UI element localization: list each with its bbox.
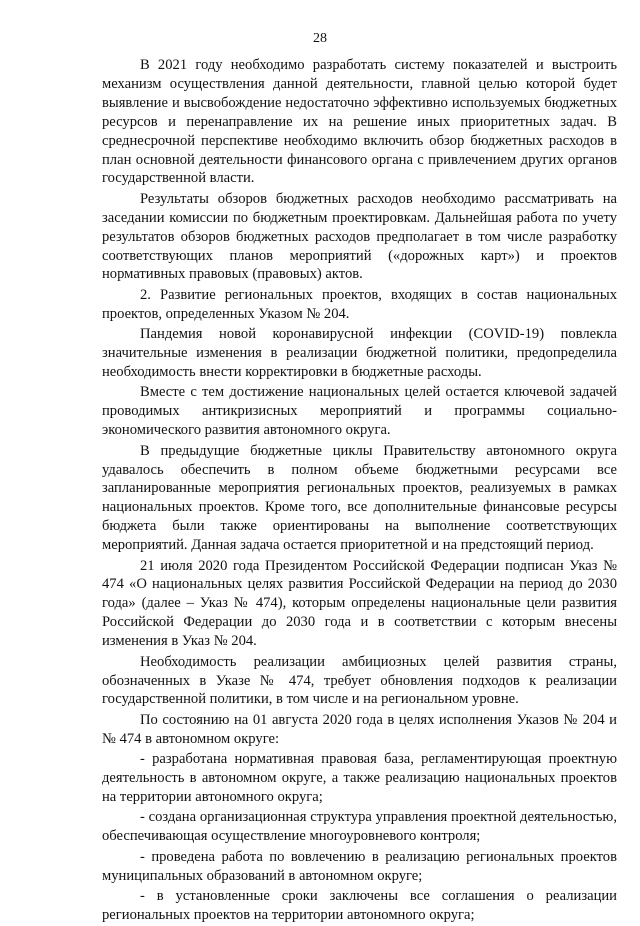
paragraph: 21 июля 2020 года Президентом Российской Федерации подписан Указ № 474 «О национальных целях развития Российской Федерации на период до 2030 года» (далее – Указ № 474), которым определены национальные цели развития Российской Федерации до 2030 года и в соответствии с которым внесены изменения в Указ № 204. [102,557,617,650]
list-item: - в установленные сроки заключены все соглашения о реализации региональных проектов на территории автономного округа; [102,887,617,923]
paragraph: Вместе с тем достижение национальных целей остается ключевой задачей проводимых антикризисных мероприятий и программы социально-экономического развития автономного округа. [102,384,617,439]
document-body [102,56,617,926]
paragraph: В предыдущие бюджетные циклы Правительству автономного округа удавалось обеспечить в полном объеме бюджетными ресурсами все запланированные мероприятия региональных проектов, реализуемых в рамках национальных проектов. Кроме того, все дополнительные финансовые ресурсы бюджета были также ориентированы на выполнение соответствующих мероприятий. Данная задача остается приоритетной и на предстоящий период. [102,442,617,554]
section-heading: 2. Развитие региональных проектов, входящих в состав национальных проектов, определенных Указом № 204. [102,286,617,322]
list-item: - разработана нормативная правовая база, регламентирующая проектную деятельность в автономном округе, а также реализацию национальных проектов на территории автономного округа; [102,751,617,805]
paragraph: В 2021 году необходимо разработать систему показателей и выстроить механизм осуществления данной деятельности, главной целью которой будет выявление и высвобождение недостаточно эффективно используемых бюджетных ресурсов и перенаправление их на решение иных приоритетных задач. В среднесрочной перспективе необходимо включить обзор бюджетных расходов в план основной деятельности финансового органа с привлечением других органов государственной власти. [102,57,617,187]
paragraph: Необходимость реализации амбициозных целей развития страны, обозначенных в Указе № 474, требует обновления подходов к реализации государственной политики, в том числе и на региональном уровне. [102,653,617,708]
paragraph: Пандемия новой коронавирусной инфекции (COVID-19) повлекла значительные изменения в реализации бюджетной политики, предопределила необходимость внести корректировки в бюджетные расходы. [102,326,617,380]
list-item: - проведена работа по вовлечению в реализацию региональных проектов муниципальных образований в автономном округе; [102,848,617,884]
list-item: - создана организационная структура управления проектной деятельностью, обеспечивающая осуществление многоуровневого контроля; [102,809,617,845]
page-number: 28 [313,31,327,46]
paragraph: Результаты обзоров бюджетных расходов необходимо рассматривать на заседании комиссии по бюджетным проектировкам. Дальнейшая работа по учету результатов обзоров бюджетных расходов предполагает в том числе разработку соответствующих планов мероприятий («дорожных карт») и проектов нормативных правовых (правовых) актов. [102,190,617,283]
paragraph: По состоянию на 01 августа 2020 года в целях исполнения Указов № 204 и № 474 в автономном округе: [102,711,617,747]
